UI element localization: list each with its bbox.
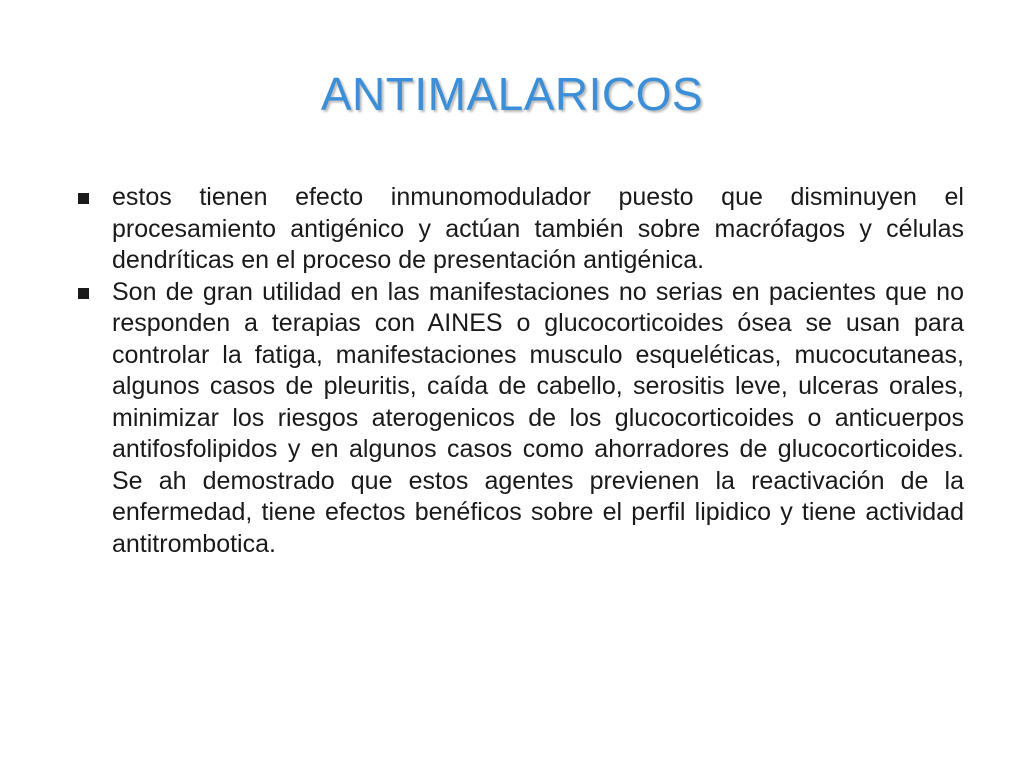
bullet-item-1 bbox=[78, 182, 964, 277]
bullet-text-1: estos tienen efecto inmunomodulador puesto que disminuyen el procesamiento antigénico y actúan también sobre macrófagos y células dendríticas en el proceso de presentación antigénica. bbox=[112, 183, 964, 274]
bullet-list bbox=[78, 182, 964, 560]
bullet-text-2: Son de gran utilidad en las manifestaciones no serias en pacientes que no responden a terapias con AINES o glucocorticoides ósea se usan para controlar la fatiga, manifestaciones musculo esqueléticas, mucocutaneas, algunos casos de pleuritis, caída de cabello, serositis leve, ulceras orales, minimizar los riesgos aterogenicos de los glucocorticoides o anticuerpos antifosfolipidos y en algunos casos como ahorradores de glucocorticoides. Se ah demostrado que estos agentes previenen la reactivación de la enfermedad, tiene efectos benéficos sobre el perfil lipidico y tiene actividad antitrombotica. bbox=[112, 277, 964, 558]
slide-title: ANTIMALARICOS bbox=[320, 68, 704, 120]
square-bullet-icon bbox=[78, 193, 89, 204]
square-bullet-icon bbox=[78, 288, 89, 299]
bullet-item-2 bbox=[78, 277, 964, 561]
